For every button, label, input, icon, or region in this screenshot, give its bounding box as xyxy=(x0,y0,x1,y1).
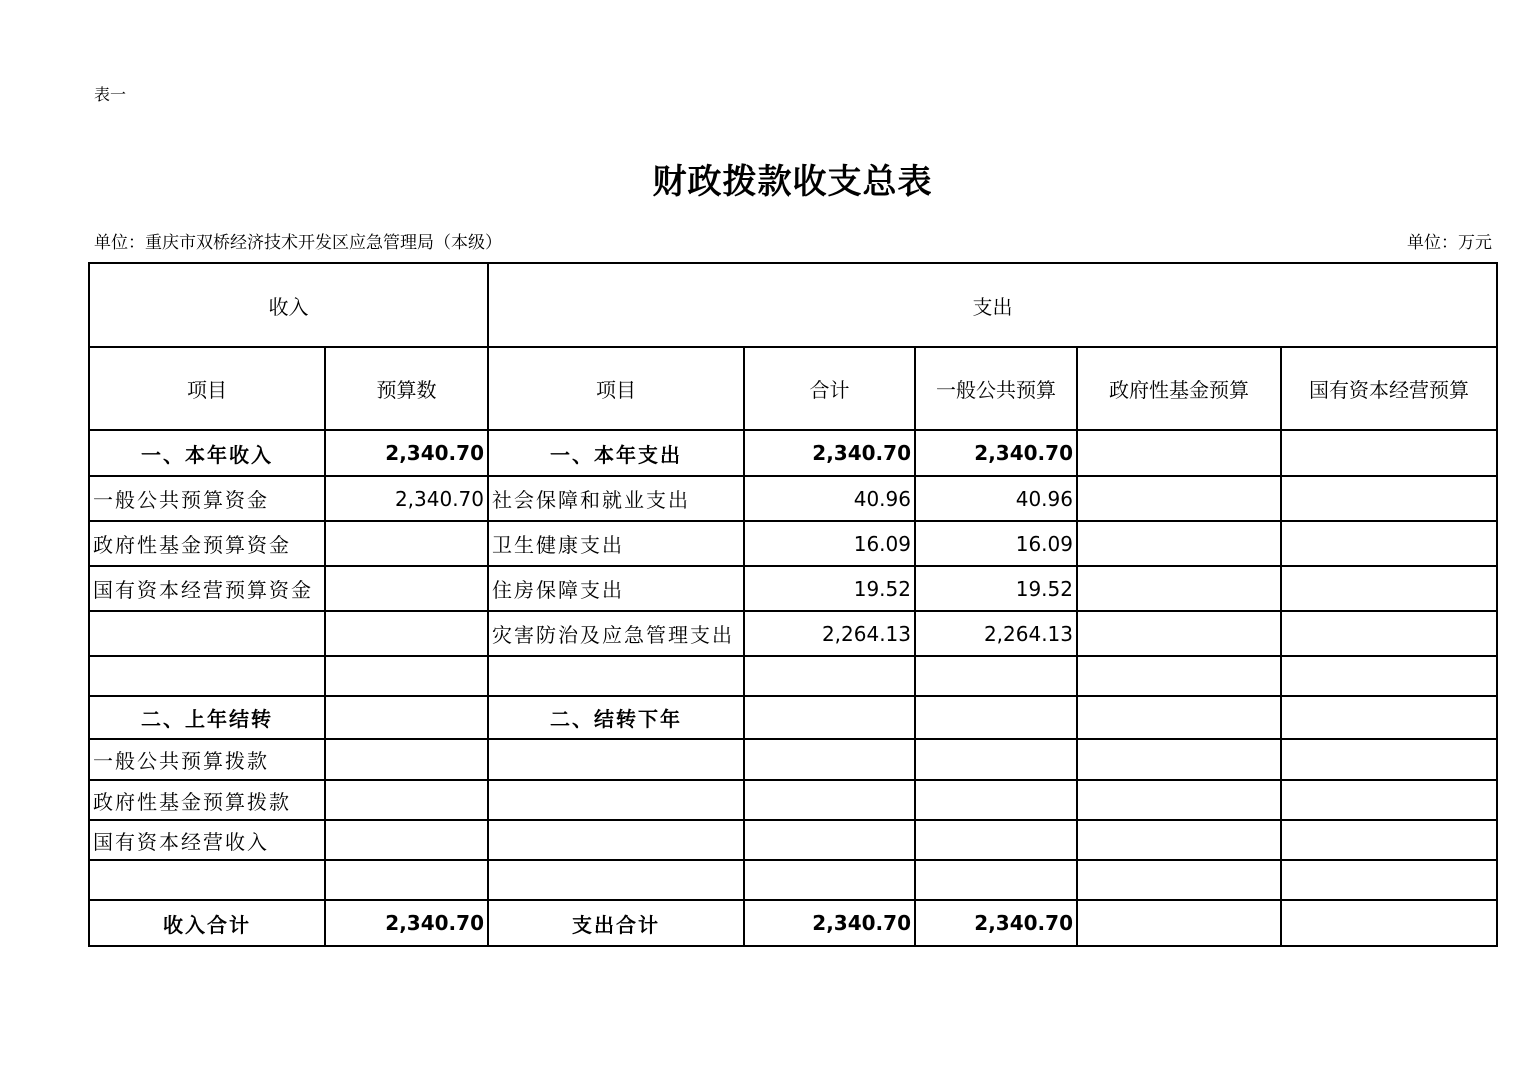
expense-state-capital xyxy=(1281,611,1497,656)
expense-state-capital xyxy=(1281,900,1497,946)
expense-state-capital xyxy=(1281,696,1497,739)
table-row xyxy=(89,820,1497,860)
expense-gov-fund xyxy=(1077,820,1281,860)
income-amount xyxy=(325,780,488,820)
income-total-amount: 2,340.70 xyxy=(325,900,488,946)
income-item: 国有资本经营收入 xyxy=(89,820,325,860)
expense-item: 卫生健康支出 xyxy=(488,521,744,566)
income-item: 国有资本经营预算资金 xyxy=(89,566,325,611)
table-row xyxy=(89,521,1497,566)
income-header: 收入 xyxy=(89,263,488,347)
income-amount xyxy=(325,860,488,900)
expense-item xyxy=(488,780,744,820)
expense-total: 2,340.70 xyxy=(744,430,915,476)
expense-total-label: 支出合计 xyxy=(488,900,744,946)
expense-general xyxy=(915,656,1077,696)
expense-total: 2,340.70 xyxy=(744,900,915,946)
expense-total xyxy=(744,739,915,780)
expense-section: 一、本年支出 xyxy=(488,430,744,476)
expense-item: 灾害防治及应急管理支出 xyxy=(488,611,744,656)
expense-total xyxy=(744,696,915,739)
expense-item: 社会保障和就业支出 xyxy=(488,476,744,521)
expense-gov-fund xyxy=(1077,739,1281,780)
table-row xyxy=(89,739,1497,780)
expense-state-capital xyxy=(1281,476,1497,521)
budget-summary-table xyxy=(88,262,1498,947)
expense-general xyxy=(915,739,1077,780)
table-row xyxy=(89,860,1497,900)
expense-item: 住房保障支出 xyxy=(488,566,744,611)
table-row xyxy=(89,656,1497,696)
table-row xyxy=(89,430,1497,476)
table-row xyxy=(89,566,1497,611)
header-row-columns xyxy=(89,347,1497,430)
expense-general: 2,340.70 xyxy=(915,430,1077,476)
expense-state-capital xyxy=(1281,430,1497,476)
expense-state-capital xyxy=(1281,820,1497,860)
expense-total xyxy=(744,656,915,696)
income-item: 政府性基金预算资金 xyxy=(89,521,325,566)
income-amount xyxy=(325,656,488,696)
table-number-label: 表一 xyxy=(94,85,127,104)
page-title: 财政拨款收支总表 xyxy=(652,162,933,202)
income-item xyxy=(89,860,325,900)
col-header-total: 合计 xyxy=(744,347,915,430)
col-header-gov-fund-budget: 政府性基金预算 xyxy=(1077,347,1281,430)
income-amount xyxy=(325,566,488,611)
expense-total xyxy=(744,860,915,900)
expense-state-capital xyxy=(1281,739,1497,780)
expense-total xyxy=(744,820,915,860)
expense-gov-fund xyxy=(1077,696,1281,739)
income-amount xyxy=(325,696,488,739)
expense-item xyxy=(488,739,744,780)
income-amount xyxy=(325,611,488,656)
expense-gov-fund xyxy=(1077,430,1281,476)
income-section: 一、本年收入 xyxy=(89,430,325,476)
income-total-label: 收入合计 xyxy=(89,900,325,946)
expense-state-capital xyxy=(1281,521,1497,566)
expense-state-capital xyxy=(1281,566,1497,611)
income-section: 二、上年结转 xyxy=(89,696,325,739)
expense-item xyxy=(488,860,744,900)
expense-general xyxy=(915,696,1077,739)
expense-state-capital xyxy=(1281,780,1497,820)
expense-gov-fund xyxy=(1077,656,1281,696)
income-item: 一般公共预算拨款 xyxy=(89,739,325,780)
expense-state-capital xyxy=(1281,860,1497,900)
table-row xyxy=(89,476,1497,521)
col-header-state-capital-budget: 国有资本经营预算 xyxy=(1281,347,1497,430)
expense-gov-fund xyxy=(1077,900,1281,946)
income-amount: 2,340.70 xyxy=(325,476,488,521)
organization-unit: 单位：重庆市双桥经济技术开发区应急管理局（本级） xyxy=(94,233,502,253)
expense-gov-fund xyxy=(1077,476,1281,521)
expense-total xyxy=(744,780,915,820)
income-amount: 2,340.70 xyxy=(325,430,488,476)
expense-item xyxy=(488,656,744,696)
income-item xyxy=(89,611,325,656)
expense-gov-fund xyxy=(1077,860,1281,900)
expense-general: 19.52 xyxy=(915,566,1077,611)
table-row xyxy=(89,696,1497,739)
expense-total: 2,264.13 xyxy=(744,611,915,656)
expense-gov-fund xyxy=(1077,521,1281,566)
col-header-expense-item: 项目 xyxy=(488,347,744,430)
income-item xyxy=(89,656,325,696)
expense-item xyxy=(488,820,744,860)
income-item: 政府性基金预算拨款 xyxy=(89,780,325,820)
expense-general: 2,340.70 xyxy=(915,900,1077,946)
col-header-general-budget: 一般公共预算 xyxy=(915,347,1077,430)
expense-total: 40.96 xyxy=(744,476,915,521)
expense-state-capital xyxy=(1281,656,1497,696)
expense-section: 二、结转下年 xyxy=(488,696,744,739)
expense-gov-fund xyxy=(1077,566,1281,611)
income-item: 一般公共预算资金 xyxy=(89,476,325,521)
expense-header: 支出 xyxy=(488,263,1497,347)
table-row xyxy=(89,780,1497,820)
expense-general xyxy=(915,820,1077,860)
income-amount xyxy=(325,739,488,780)
income-amount xyxy=(325,820,488,860)
expense-general xyxy=(915,780,1077,820)
expense-gov-fund xyxy=(1077,611,1281,656)
expense-total: 19.52 xyxy=(744,566,915,611)
expense-general: 40.96 xyxy=(915,476,1077,521)
expense-gov-fund xyxy=(1077,780,1281,820)
expense-total: 16.09 xyxy=(744,521,915,566)
col-header-income-item: 项目 xyxy=(89,347,325,430)
header-row-top xyxy=(89,263,1497,347)
col-header-budget: 预算数 xyxy=(325,347,488,430)
expense-general: 16.09 xyxy=(915,521,1077,566)
expense-general xyxy=(915,860,1077,900)
totals-row xyxy=(89,900,1497,946)
currency-unit: 单位：万元 xyxy=(1407,233,1492,253)
table-row xyxy=(89,611,1497,656)
income-amount xyxy=(325,521,488,566)
expense-general: 2,264.13 xyxy=(915,611,1077,656)
